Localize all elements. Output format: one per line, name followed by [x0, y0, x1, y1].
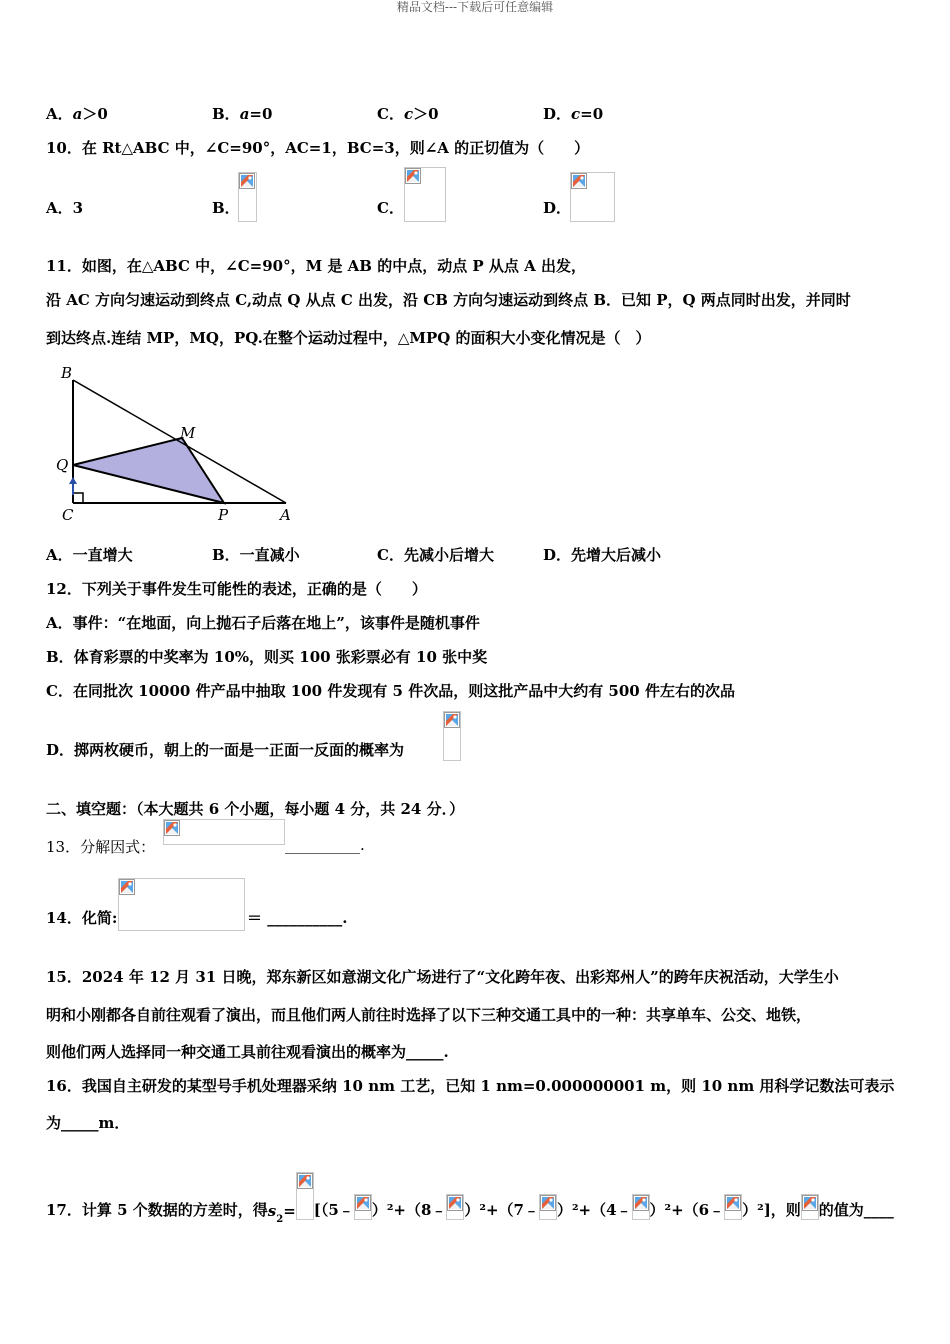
q17-term-7: 的值为____	[818, 1201, 894, 1219]
q9-option-c: C．c＞0	[377, 105, 439, 123]
broken-image-icon	[405, 168, 421, 184]
q17-eq: =	[283, 1202, 296, 1220]
q12-option-a: A．事件：“在地面，向上抛石子后落在地上”，该事件是随机事件	[46, 614, 480, 632]
q17-mean-image-4	[632, 1194, 650, 1220]
q17-term-4: ）²+（4﹣	[556, 1201, 632, 1219]
q17-intro: 17．计算 5 个数据的方差时，得	[46, 1201, 268, 1219]
broken-image-icon	[297, 1173, 313, 1189]
triangle-mpq	[73, 438, 224, 503]
q9-option-d: D．c=0	[543, 105, 604, 123]
broken-image-icon	[355, 1195, 371, 1211]
q15-line-3: 则他们两人选择同一种交通工具前往观看演出的概率为_____.	[46, 1043, 449, 1061]
q11-line-2: 沿 AC 方向匀速运动到终点 C,动点 Q 从点 C 出发，沿 CB 方向匀速运动到终点 B．已知 P，Q 两点同时出发，并同时	[46, 291, 851, 309]
q10-stem: 10．在 Rt△ABC 中，∠C=90°，AC=1，BC=3，则∠A 的正切值为（ ）	[46, 139, 590, 157]
q14-equals-blank: ＝ __________.	[247, 909, 348, 927]
q14-image	[118, 878, 245, 931]
q11-line-1: 11．如图，在△ABC 中，∠C=90°，M 是 AB 的中点，动点 P 从点 A 出发，	[46, 257, 587, 275]
broken-image-icon	[164, 820, 180, 836]
q12-option-c: C．在同批次 10000 件产品中抽取 100 件发现有 5 件次品，则这批产品中大约有 500 件左右的次品	[46, 682, 735, 700]
q10-c-image	[404, 167, 446, 222]
label-b: B	[61, 364, 73, 382]
q17-mean-image-6	[801, 1194, 819, 1220]
label-a: A	[280, 506, 291, 524]
q9-option-a: A．a＞0	[46, 105, 108, 123]
q16-line-1: 16．我国自主研发的某型号手机处理器采纳 10 nm 工艺，已知 1 nm=0.000000001 m，则 10 nm 用科学记数法可表示	[46, 1077, 895, 1095]
q17-mean-image-5	[724, 1194, 742, 1220]
page-header: 精品文档---下载后可任意编辑	[396, 0, 554, 14]
q13-image	[163, 819, 285, 845]
q10-option-b: B．	[212, 199, 240, 217]
q9-option-b: B．a=0	[212, 105, 273, 123]
q17-term-5: ）²+（6﹣	[649, 1201, 725, 1219]
q12-option-b: B．体育彩票的中奖率为 10%，则买 100 张彩票必有 10 张中奖	[46, 648, 488, 666]
q11-option-d: D．先增大后减小	[543, 546, 662, 564]
q15-line-2: 明和小刚都各自前往观看了演出，而且他们两人前往时选择了以下三种交通工具中的一种：共享单车、公交、地铁，	[46, 1006, 812, 1024]
q11-option-a: A．一直增大	[46, 546, 133, 564]
section-2-title: 二、填空题：（本大题共 6 个小题，每小题 4 分，共 24 分．）	[46, 800, 465, 818]
q11-line-3: 到达终点.连结 MP，MQ，PQ.在整个运动过程中，△MPQ 的面积大小变化情况是（ ）	[46, 329, 651, 347]
q17-term-2: ）²+（8﹣	[371, 1201, 447, 1219]
q17-term-3: ）²+（7﹣	[464, 1201, 539, 1219]
label-p: P	[218, 506, 229, 524]
q11-triangle-figure	[46, 360, 306, 530]
q17-s: s	[267, 1202, 277, 1220]
q10-option-a: A．3	[46, 199, 84, 217]
q13-label: 13．分解因式：	[46, 838, 156, 856]
label-q: Q	[56, 456, 69, 474]
q16-line-2: 为_____m．	[46, 1114, 130, 1132]
broken-image-icon	[119, 879, 135, 895]
q10-option-c: C．	[377, 199, 404, 217]
q10-option-d: D．	[543, 199, 572, 217]
label-m: M	[180, 424, 196, 442]
q17-term-1: [（5﹣	[313, 1201, 354, 1219]
q10-b-image	[238, 172, 257, 222]
arrow-head-icon	[69, 477, 77, 484]
q17-mean-image-2	[446, 1194, 464, 1220]
broken-image-icon	[447, 1195, 463, 1211]
broken-image-icon	[633, 1195, 649, 1211]
q11-option-b: B．一直减小	[212, 546, 300, 564]
label-c: C	[62, 506, 74, 524]
q10-d-image	[570, 172, 615, 222]
q11-option-c: C．先减小后增大	[377, 546, 494, 564]
right-angle-mark	[73, 493, 83, 503]
q17-mean-image-1	[354, 1194, 372, 1220]
q12-option-d: D．掷两枚硬币，朝上的一面是一正面一反面的概率为	[46, 741, 405, 759]
q17-line: 17．计算 5 个数据的方差时，得 s 2 = [（5﹣ ）²+（8﹣ ）²+（7﹣ ）²+（4﹣ ）²+（6﹣ ）²]，则 的值为____	[46, 1172, 894, 1220]
q17-term-6: ）²]，则	[742, 1201, 801, 1219]
q14-label: 14．化简:	[46, 909, 118, 927]
q13-blank: __________.	[285, 836, 365, 854]
broken-image-icon	[540, 1195, 556, 1211]
q15-line-1: 15．2024 年 12 月 31 日晚，郑东新区如意湖文化广场进行了“文化跨年夜、出彩郑州人”的跨年庆祝活动，大学生小	[46, 968, 839, 986]
q17-frac-image	[296, 1172, 314, 1220]
q12-d-image	[443, 711, 461, 761]
broken-image-icon	[571, 173, 587, 189]
q17-mean-image-3	[539, 1194, 557, 1220]
q12-stem: 12．下列关于事件发生可能性的表述，正确的是（ ）	[46, 580, 427, 598]
broken-image-icon	[802, 1195, 818, 1211]
broken-image-icon	[239, 173, 255, 189]
broken-image-icon	[444, 712, 460, 728]
broken-image-icon	[725, 1195, 741, 1211]
